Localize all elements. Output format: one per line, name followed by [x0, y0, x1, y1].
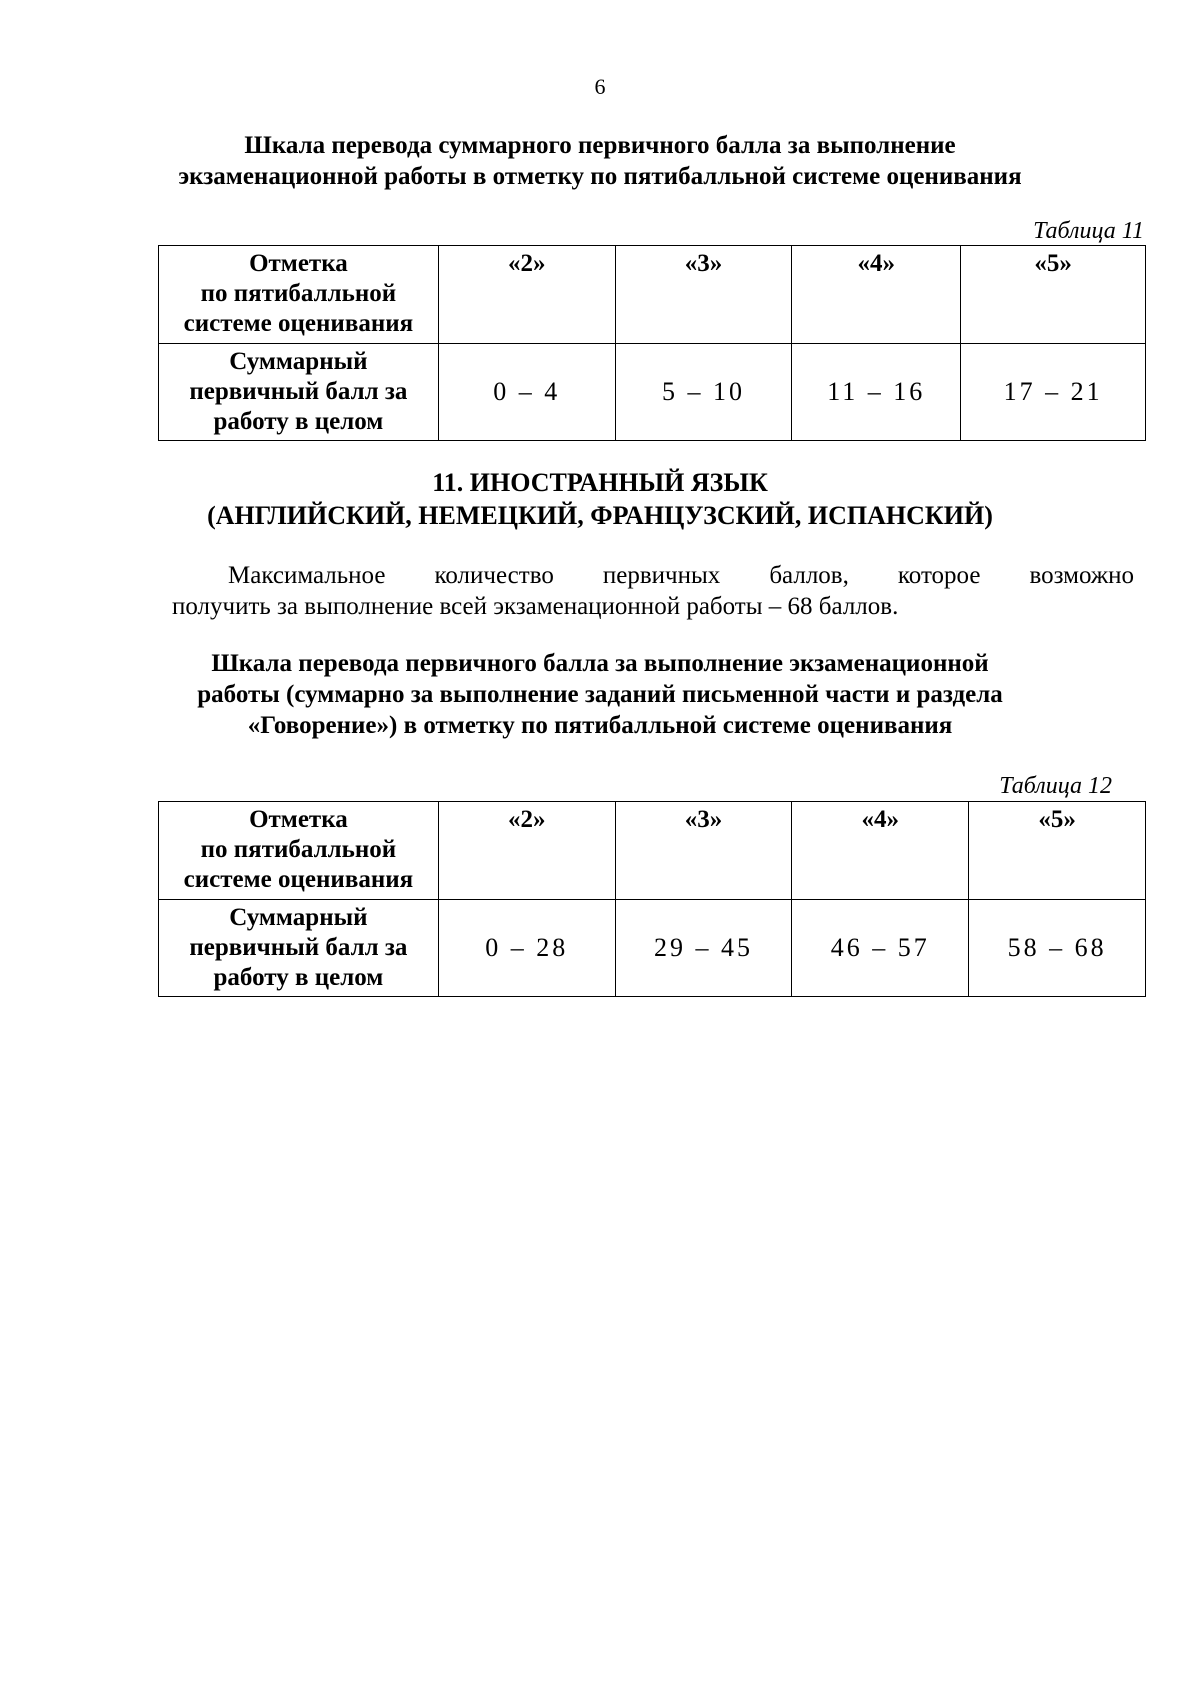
table-11-mark-3: «3» — [615, 246, 792, 344]
label-line: системе оценивания — [183, 866, 414, 893]
table-11-range-2: 0 – 4 — [438, 344, 615, 441]
table-12-mark-4: «4» — [792, 802, 969, 900]
table-11-scores-row — [159, 344, 1146, 441]
label-line: первичный балл за — [189, 934, 408, 961]
table-12-range-2: 0 – 28 — [438, 900, 615, 997]
table-11-mark-label — [159, 246, 439, 344]
scale-heading-2-line-2: работы (суммарно за выполнение заданий письменной части и раздела — [197, 681, 1003, 708]
table-11-mark-4: «4» — [792, 246, 961, 344]
table-12-range-4: 46 – 57 — [792, 900, 969, 997]
label-line: по пятибалльной — [200, 280, 397, 307]
table-12-caption: Таблица 12 — [999, 773, 1112, 799]
label-line: Отметка — [249, 806, 348, 833]
table-12-mark-2: «2» — [438, 802, 615, 900]
section-title-line-1: 11. ИНОСТРАННЫЙ ЯЗЫК — [432, 468, 768, 497]
max-score-paragraph — [172, 560, 1134, 622]
table-11-marks-row — [159, 246, 1146, 344]
table-11-score-label — [159, 344, 439, 441]
label-line: по пятибалльной — [200, 836, 397, 863]
table-11-range-5: 17 – 21 — [961, 344, 1146, 441]
label-line: Суммарный — [229, 904, 368, 931]
scale-heading-2 — [150, 648, 1050, 741]
table-11-caption: Таблица 11 — [1033, 218, 1144, 244]
table-12-mark-5: «5» — [969, 802, 1146, 900]
page-number: 6 — [594, 74, 606, 99]
paragraph-line-2: получить за выполнение всей экзаменационной работы – 68 баллов. — [172, 593, 899, 620]
table-12-score-label — [159, 900, 439, 997]
section-title-line-2: (АНГЛИЙСКИЙ, НЕМЕЦКИЙ, ФРАНЦУЗСКИЙ, ИСПАНСКИЙ) — [207, 501, 993, 530]
label-line: работу в целом — [213, 964, 384, 991]
scale-heading-2-line-1: Шкала перевода первичного балла за выполнение экзаменационной — [211, 650, 989, 677]
table-11 — [158, 245, 1146, 441]
scale-heading-1 — [150, 130, 1050, 192]
scale-heading-2-line-3: «Говорение») в отметку по пятибалльной системе оценивания — [247, 712, 953, 739]
table-11-range-4: 11 – 16 — [792, 344, 961, 441]
table-11-mark-5: «5» — [961, 246, 1146, 344]
scale-heading-1-line-2: экзаменационной работы в отметку по пятибалльной системе оценивания — [178, 163, 1022, 190]
table-12-mark-3: «3» — [615, 802, 792, 900]
label-line: первичный балл за — [189, 378, 408, 405]
table-12-range-3: 29 – 45 — [615, 900, 792, 997]
table-12 — [158, 801, 1146, 997]
label-line: работу в целом — [213, 408, 384, 435]
label-line: Суммарный — [229, 348, 368, 375]
label-line: системе оценивания — [183, 310, 414, 337]
table-12-range-5: 58 – 68 — [969, 900, 1146, 997]
label-line: Отметка — [249, 250, 348, 277]
table-12-mark-label — [159, 802, 439, 900]
table-11-mark-2: «2» — [438, 246, 615, 344]
paragraph-line-1: Максимальное количество первичных баллов, которое возможно — [228, 562, 1134, 589]
section-title — [150, 466, 1050, 532]
table-12-scores-row — [159, 900, 1146, 997]
scale-heading-1-line-1: Шкала перевода суммарного первичного балла за выполнение — [244, 132, 956, 159]
table-11-range-3: 5 – 10 — [615, 344, 792, 441]
table-12-marks-row — [159, 802, 1146, 900]
